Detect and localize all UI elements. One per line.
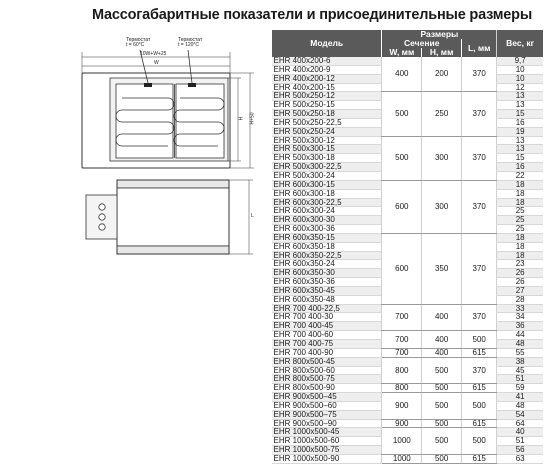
w-cell: 700 (382, 331, 422, 349)
model-cell: EHR 1000x500-75 (272, 446, 382, 455)
model-cell: EHR 500x300-22,5 (272, 163, 382, 172)
w-cell: 1000 (382, 454, 422, 463)
l-cell: 500 (462, 331, 497, 349)
model-cell: EHR 700 400-22,5 (272, 304, 382, 313)
l-cell: 370 (462, 357, 497, 384)
model-cell: EHR 900x500–90 (272, 419, 382, 428)
l-cell: 500 (462, 393, 497, 420)
weight-cell: 26 (497, 269, 543, 278)
weight-cell: 15 (497, 110, 543, 119)
model-cell: EHR 500x300-12 (272, 136, 382, 145)
weight-cell: 12 (497, 83, 543, 92)
weight-cell: 13 (497, 136, 543, 145)
l-cell: 500 (462, 428, 497, 455)
weight-cell: 26 (497, 278, 543, 287)
w-cell: 400 (382, 57, 422, 92)
table-row (272, 357, 544, 366)
h-cell: 250 (422, 92, 462, 136)
h-cell: 500 (422, 393, 462, 420)
weight-cell: 16 (497, 163, 543, 172)
w-cell: 600 (382, 180, 422, 233)
weight-cell: 18 (497, 251, 543, 260)
model-cell: EHR 1000x500-45 (272, 428, 382, 437)
weight-cell: 33 (497, 304, 543, 313)
model-cell: EHR 500x300-15 (272, 145, 382, 154)
dimensions-table (271, 30, 543, 464)
h-cell: 500 (422, 428, 462, 455)
w-cell: 500 (382, 92, 422, 136)
table-row (272, 233, 544, 242)
weight-cell: 25 (497, 225, 543, 234)
h-cell: 400 (422, 331, 462, 349)
model-cell: EHR 500x250-15 (272, 101, 382, 110)
dim-h-label: H (238, 116, 245, 121)
model-cell: EHR 600x300-22,5 (272, 198, 382, 207)
model-cell: EHR 700 400-60 (272, 331, 382, 340)
l-cell: 370 (462, 304, 497, 331)
h-cell: 300 (422, 180, 462, 233)
weight-cell: 25 (497, 207, 543, 216)
weight-cell: 10 (497, 74, 543, 83)
weight-cell: 18 (497, 189, 543, 198)
weight-cell: 40 (497, 428, 543, 437)
weight-cell: 15 (497, 154, 543, 163)
header-h: H, мм (422, 48, 462, 57)
model-cell: EHR 600x350-36 (272, 278, 382, 287)
h-cell: 300 (422, 136, 462, 180)
l-cell: 370 (462, 57, 497, 92)
l-cell: 615 (462, 384, 497, 393)
header-section: Сечение (382, 39, 462, 48)
model-cell: EHR 400x200-9 (272, 65, 382, 74)
l-cell: 615 (462, 348, 497, 357)
model-cell: EHR 600x350-22,5 (272, 251, 382, 260)
model-cell: EHR 600x350-30 (272, 269, 382, 278)
h-cell: 500 (422, 419, 462, 428)
model-cell: EHR 1000x500-90 (272, 454, 382, 463)
table-row (272, 454, 544, 463)
model-cell: EHR 600x300-15 (272, 180, 382, 189)
weight-cell: 64 (497, 419, 543, 428)
dim-h-plus-label: H+50 (249, 112, 256, 125)
weight-cell: 16 (497, 118, 543, 127)
weight-cell: 18 (497, 242, 543, 251)
header-sizes: Размеры (382, 30, 497, 39)
l-cell: 370 (462, 136, 497, 180)
weight-cell: 34 (497, 313, 543, 322)
weight-cell: 48 (497, 401, 543, 410)
model-cell: EHR 700 400-30 (272, 313, 382, 322)
header-l: L, мм (462, 39, 497, 57)
w-cell: 700 (382, 348, 422, 357)
front-view (82, 50, 254, 168)
weight-cell: 48 (497, 340, 543, 349)
model-cell: EHR 400x200-6 (272, 57, 382, 65)
model-cell: EHR 1000x500-60 (272, 437, 382, 446)
model-cell: EHR 800x500-45 (272, 357, 382, 366)
model-cell: EHR 600x300-24 (272, 207, 382, 216)
weight-cell: 18 (497, 233, 543, 242)
l-cell: 615 (462, 454, 497, 463)
model-cell: EHR 500x250-24 (272, 127, 382, 136)
model-cell: EHR 600x300-30 (272, 216, 382, 225)
model-cell: EHR 800x500-60 (272, 366, 382, 375)
w-cell: 700 (382, 304, 422, 331)
model-cell: EHR 900x500–60 (272, 401, 382, 410)
table-body (272, 57, 544, 463)
thermostat2-temp-text: t = 120°C (178, 42, 200, 48)
h-cell: 500 (422, 454, 462, 463)
heater-drawings (0, 0, 270, 450)
weight-cell: 9,7 (497, 57, 543, 65)
w-cell: 500 (382, 136, 422, 180)
model-cell: EHR 500x250-12 (272, 92, 382, 101)
w-cell: 800 (382, 384, 422, 393)
weight-cell: 56 (497, 446, 543, 455)
weight-cell: 54 (497, 410, 543, 419)
weight-cell: 45 (497, 366, 543, 375)
dim-w-plus-label: 10W+W+25 (140, 51, 167, 57)
l-cell: 615 (462, 419, 497, 428)
l-cell: 370 (462, 92, 497, 136)
model-cell: EHR 600x350-15 (272, 233, 382, 242)
model-cell: EHR 500x250-18 (272, 110, 382, 119)
model-cell: EHR 600x300-36 (272, 225, 382, 234)
page-title: Массогабаритные показатели и присоединительные размеры (92, 7, 532, 23)
table-row (272, 180, 544, 189)
model-cell: EHR 700 400-75 (272, 340, 382, 349)
model-cell: EHR 600x350-48 (272, 295, 382, 304)
header-w: W, мм (382, 48, 422, 57)
h-cell: 400 (422, 304, 462, 331)
model-cell: EHR 600x350-24 (272, 260, 382, 269)
w-cell: 900 (382, 419, 422, 428)
thermostat1-icon (144, 83, 152, 87)
weight-cell: 28 (497, 295, 543, 304)
w-cell: 900 (382, 393, 422, 420)
model-cell: EHR 800x500-75 (272, 375, 382, 384)
weight-cell: 18 (497, 198, 543, 207)
model-cell: EHR 400x200-12 (272, 74, 382, 83)
model-cell: EHR 600x350-45 (272, 286, 382, 295)
weight-cell: 59 (497, 384, 543, 393)
h-cell: 350 (422, 233, 462, 304)
weight-cell: 55 (497, 348, 543, 357)
side-view (86, 180, 253, 254)
weight-cell: 27 (497, 286, 543, 295)
model-cell: EHR 900x500–45 (272, 393, 382, 402)
weight-cell: 44 (497, 331, 543, 340)
thermostat2-icon (188, 83, 196, 87)
header-model: Модель (272, 30, 382, 57)
thermostat1-label-text: Термостат (126, 37, 151, 43)
model-cell: EHR 500x300-24 (272, 171, 382, 180)
model-cell: EHR 700 400-45 (272, 322, 382, 331)
table-row (272, 348, 544, 357)
weight-cell: 25 (497, 216, 543, 225)
thermostat2-label (178, 38, 202, 48)
w-cell: 600 (382, 233, 422, 304)
weight-cell: 63 (497, 454, 543, 463)
weight-cell: 22 (497, 171, 543, 180)
weight-cell: 13 (497, 101, 543, 110)
l-cell: 370 (462, 233, 497, 304)
weight-cell: 13 (497, 145, 543, 154)
model-cell: EHR 600x300-18 (272, 189, 382, 198)
model-cell: EHR 400x200-15 (272, 83, 382, 92)
h-cell: 400 (422, 348, 462, 357)
weight-cell: 51 (497, 375, 543, 384)
w-cell: 800 (382, 357, 422, 384)
w-cell: 1000 (382, 428, 422, 455)
l-cell: 370 (462, 180, 497, 233)
model-cell: EHR 500x300-18 (272, 154, 382, 163)
weight-cell: 13 (497, 92, 543, 101)
weight-cell: 23 (497, 260, 543, 269)
thermostat1-label (126, 38, 150, 48)
weight-cell: 41 (497, 393, 543, 402)
weight-cell: 36 (497, 322, 543, 331)
weight-cell: 18 (497, 180, 543, 189)
dim-l-label: L (251, 213, 254, 219)
model-cell: EHR 700 400-90 (272, 348, 382, 357)
weight-cell: 38 (497, 357, 543, 366)
weight-cell: 10 (497, 65, 543, 74)
h-cell: 500 (422, 384, 462, 393)
h-cell: 200 (422, 57, 462, 92)
header-weight: Вес, кг (497, 30, 543, 57)
model-cell: EHR 800x500-90 (272, 384, 382, 393)
model-cell: EHR 500x250-22,5 (272, 118, 382, 127)
weight-cell: 51 (497, 437, 543, 446)
thermostat2-label-text: Термостат (178, 37, 203, 43)
dim-w-label: W (154, 60, 159, 66)
h-cell: 500 (422, 357, 462, 384)
model-cell: EHR 600x350-18 (272, 242, 382, 251)
model-cell: EHR 900x500–75 (272, 410, 382, 419)
thermostat1-temp-text: t = 60°C (126, 42, 145, 48)
weight-cell: 19 (497, 127, 543, 136)
